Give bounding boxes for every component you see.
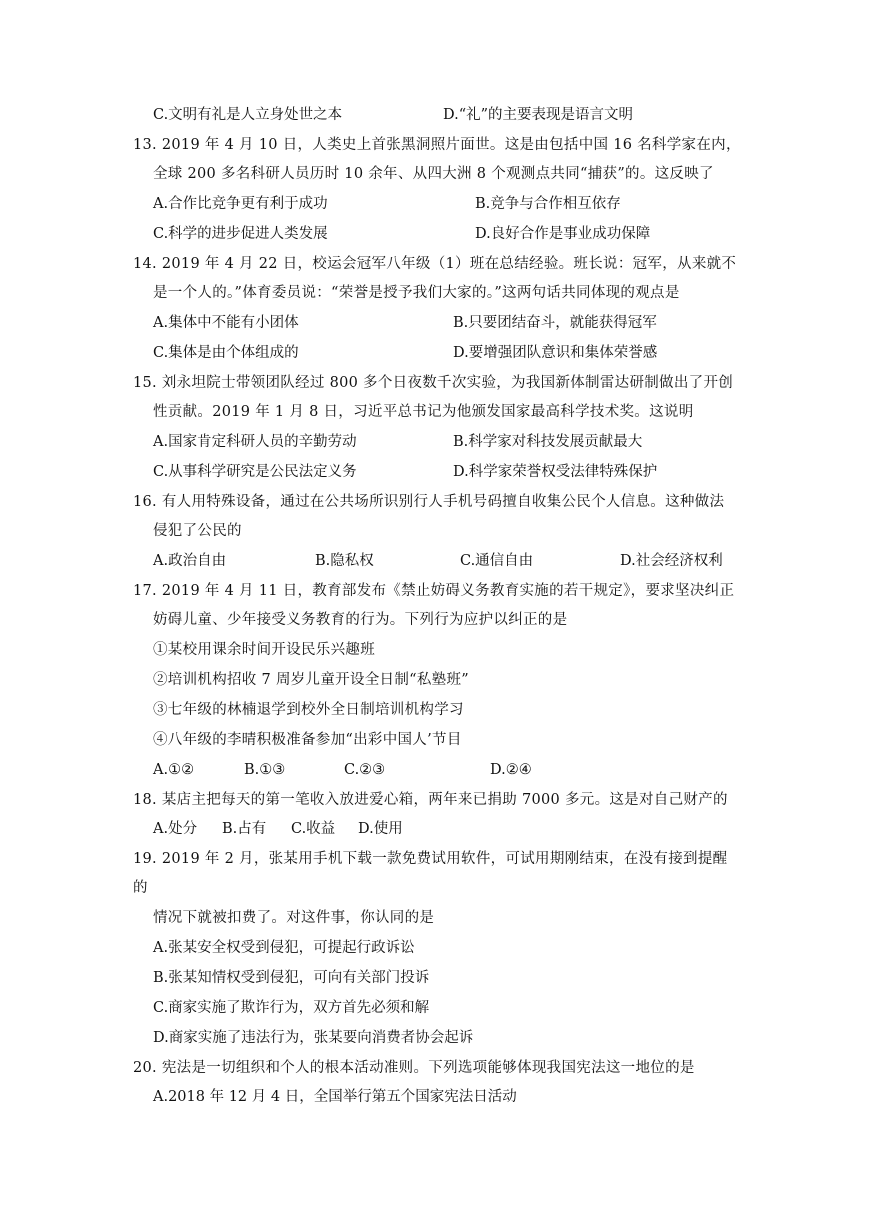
- q16-option-c: C.通信自由: [460, 553, 534, 569]
- q15-option-b: B.科学家对科技发展贡献最大: [453, 434, 643, 450]
- q14-option-d: D.要增强团队意识和集体荣誉感: [453, 345, 658, 361]
- q17-option-d: D.②④: [490, 762, 532, 778]
- q17-stem-line-2: 妨碍儿童、少年接受义务教育的行为。下列行为应护以纠正的是: [153, 612, 568, 628]
- q20-option-a: A.2018 年 12 月 4 日，全国举行第五个国家宪法日活动: [153, 1089, 517, 1105]
- q13-option-b: B.竞争与合作相互依存: [475, 196, 621, 212]
- q12-option-d: D.“礼”的主要表现是语言文明: [443, 107, 634, 123]
- q17-item-1: ①某校用课余时间开设民乐兴趣班: [153, 642, 375, 658]
- q18-option-c: C.收益: [291, 821, 336, 837]
- q14-option-c: C.集体是由个体组成的: [153, 345, 299, 361]
- q12-option-c: C.文明有礼是人立身处世之本: [153, 107, 343, 123]
- q19-stem-line-3: 情况下就被扣费了。对这件事，你认同的是: [153, 910, 435, 926]
- q19-option-d: D.商家实施了违法行为，张某要向消费者协会起诉: [153, 1030, 474, 1046]
- q19-stem-line-1: 19. 2019 年 2 月，张某用手机下载一款免费试用软件，可试用期刚结束，在没有接到提醒: [133, 851, 728, 867]
- q13-option-a: A.合作比竞争更有利于成功: [153, 196, 328, 212]
- q17-item-4: ④八年级的李晴积极准备参加“出彩中国人’节目: [153, 732, 462, 748]
- q14-option-b: B.只要团结奋斗，就能获得冠军: [453, 315, 657, 331]
- q19-stem-line-2: 的: [133, 880, 148, 896]
- q20-stem-line-1: 20. 宪法是一切组织和个人的根本活动准则。下列选项能够体现我国宪法这一地位的是: [133, 1060, 695, 1076]
- q17-item-2: ②培训机构招收 7 周岁儿童开设全日制“私塾班”: [153, 672, 469, 688]
- q19-option-a: A.张某安全权受到侵犯，可提起行政诉讼: [153, 940, 415, 956]
- q18-stem-line-1: 18. 某店主把每天的第一笔收入放进爱心箱，两年来已捐助 7000 多元。这是对自己财产的: [133, 792, 728, 808]
- q15-option-a: A.国家肯定科研人员的辛勤劳动: [153, 434, 357, 450]
- q19-option-c: C.商家实施了欺诈行为，双方首先必须和解: [153, 1000, 430, 1016]
- q18-option-a: A.处分: [153, 821, 198, 837]
- q14-stem-line-1: 14. 2019 年 4 月 22 日，校运会冠军八年级（1）班在总结经验。班长说：冠军，从来就不: [133, 256, 737, 272]
- q16-stem-line-1: 16. 有人用特殊设备，通过在公共场所识别行人手机号码擅自收集公民个人信息。这种做法: [133, 494, 725, 510]
- q14-option-a: A.集体中不能有小团体: [153, 315, 299, 331]
- q16-option-d: D.社会经济权利: [620, 553, 723, 569]
- q17-option-b: B.①③: [244, 762, 286, 778]
- q13-stem-line-2: 全球 200 多名科研人员历时 10 余年、从四大洲 8 个观测点共同“捕获”的。这反映了: [153, 166, 714, 182]
- q13-option-d: D.良好合作是事业成功保障: [475, 226, 651, 242]
- q18-option-b: B.占有: [222, 821, 267, 837]
- q13-option-c: C.科学的进步促进人类发展: [153, 226, 328, 242]
- q16-option-a: A.政治自由: [153, 553, 227, 569]
- q16-option-b: B.隐私权: [315, 553, 374, 569]
- q17-option-c: C.②③: [344, 762, 386, 778]
- q13-stem-line-1: 13. 2019 年 4 月 10 日，人类史上首张黑洞照片面世。这是由包括中国 16 名科学家在内，: [133, 137, 741, 153]
- q15-stem-line-2: 性贡献。2019 年 1 月 8 日，习近平总书记为他颁发国家最高科学技术奖。这说明: [153, 404, 694, 420]
- q14-stem-line-2: 是一个人的。”体育委员说：“荣誉是授予我们大家的。”这两句话共同体现的观点是: [153, 285, 680, 301]
- q17-option-a: A.①②: [153, 762, 195, 778]
- q17-stem-line-1: 17. 2019 年 4 月 11 日，教育部发布《禁止妨碍义务教育实施的若干规定》，要求坚决纠正: [133, 583, 735, 599]
- q16-stem-line-2: 侵犯了公民的: [153, 523, 242, 539]
- q18-option-d: D.使用: [358, 821, 403, 837]
- q17-item-3: ③七年级的林楠退学到校外全日制培训机构学习: [153, 702, 464, 718]
- q15-stem-line-1: 15. 刘永坦院士带领团队经过 800 多个日夜数千次实验，为我国新体制雷达研制做出了开创: [133, 375, 734, 391]
- q15-option-d: D.科学家荣誉权受法律特殊保护: [453, 464, 658, 480]
- q19-option-b: B.张某知情权受到侵犯，可向有关部门投诉: [153, 970, 430, 986]
- q15-option-c: C.从事科学研究是公民法定义务: [153, 464, 357, 480]
